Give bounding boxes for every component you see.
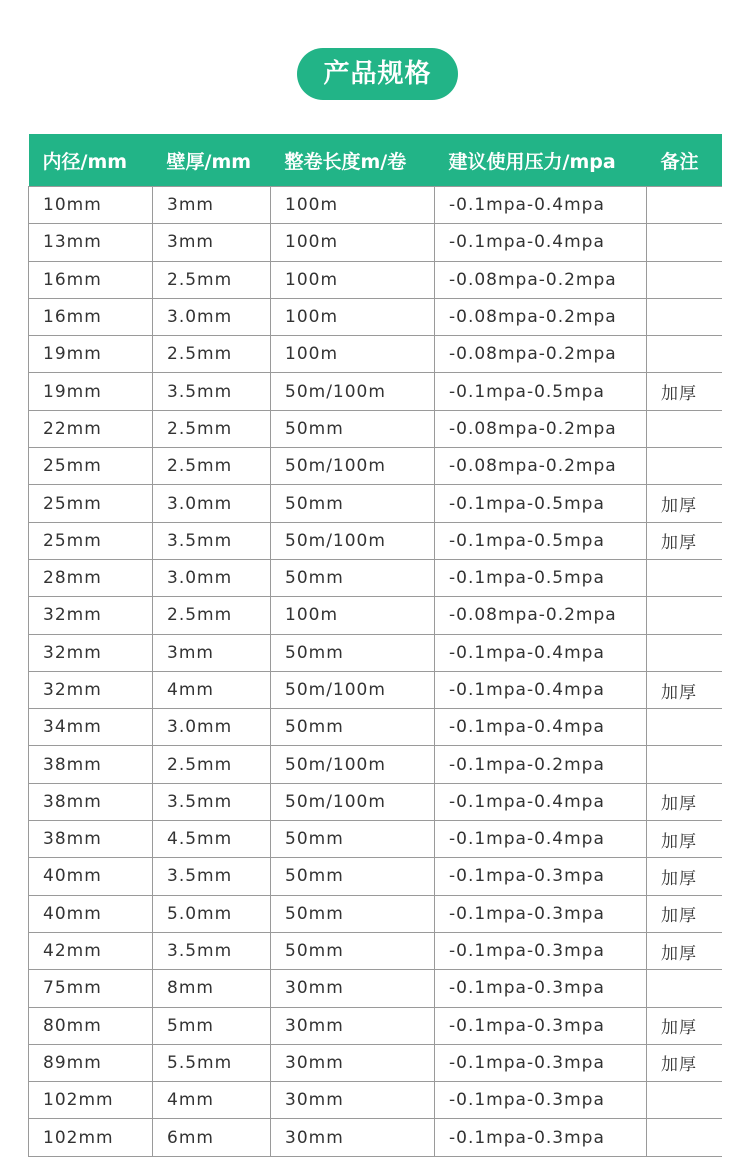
table-row	[29, 410, 723, 447]
cell-wall-thickness: 8mm	[153, 970, 271, 1007]
cell-remark	[647, 336, 723, 373]
cell-remark	[647, 224, 723, 261]
cell-inner-diameter: 32mm	[29, 634, 153, 671]
cell-pressure: -0.1mpa-0.5mpa	[435, 373, 647, 410]
cell-inner-diameter: 16mm	[29, 298, 153, 335]
table-row	[29, 1082, 723, 1119]
cell-pressure: -0.1mpa-0.4mpa	[435, 224, 647, 261]
table-row	[29, 1044, 723, 1081]
cell-inner-diameter: 25mm	[29, 485, 153, 522]
cell-pressure: -0.1mpa-0.4mpa	[435, 821, 647, 858]
cell-remark: 加厚	[647, 783, 723, 820]
cell-inner-diameter: 40mm	[29, 895, 153, 932]
cell-roll-length: 30mm	[271, 1044, 435, 1081]
cell-roll-length: 50m/100m	[271, 522, 435, 559]
cell-pressure: -0.1mpa-0.3mpa	[435, 932, 647, 969]
cell-wall-thickness: 2.5mm	[153, 597, 271, 634]
cell-remark: 加厚	[647, 932, 723, 969]
title-section	[0, 48, 755, 100]
cell-inner-diameter: 38mm	[29, 821, 153, 858]
table-row	[29, 1007, 723, 1044]
cell-remark	[647, 746, 723, 783]
cell-inner-diameter: 42mm	[29, 932, 153, 969]
cell-inner-diameter: 89mm	[29, 1044, 153, 1081]
cell-wall-thickness: 3.0mm	[153, 559, 271, 596]
table-header-row	[29, 134, 723, 187]
cell-remark: 加厚	[647, 1044, 723, 1081]
cell-wall-thickness: 2.5mm	[153, 336, 271, 373]
table-row	[29, 261, 723, 298]
spec-table	[28, 134, 722, 1157]
cell-remark	[647, 597, 723, 634]
table-row	[29, 932, 723, 969]
cell-pressure: -0.1mpa-0.4mpa	[435, 187, 647, 224]
cell-wall-thickness: 5mm	[153, 1007, 271, 1044]
cell-pressure: -0.1mpa-0.3mpa	[435, 1007, 647, 1044]
cell-inner-diameter: 38mm	[29, 783, 153, 820]
cell-inner-diameter: 28mm	[29, 559, 153, 596]
cell-pressure: -0.1mpa-0.2mpa	[435, 746, 647, 783]
cell-wall-thickness: 3mm	[153, 187, 271, 224]
cell-pressure: -0.08mpa-0.2mpa	[435, 448, 647, 485]
cell-remark: 加厚	[647, 373, 723, 410]
table-row	[29, 634, 723, 671]
table-row	[29, 671, 723, 708]
header-wall-thickness: 壁厚/mm	[153, 134, 271, 187]
header-remark: 备注	[647, 134, 723, 187]
cell-wall-thickness: 3mm	[153, 634, 271, 671]
cell-inner-diameter: 25mm	[29, 522, 153, 559]
cell-roll-length: 50mm	[271, 559, 435, 596]
cell-roll-length: 100m	[271, 187, 435, 224]
table-row	[29, 1119, 723, 1156]
cell-wall-thickness: 3.0mm	[153, 709, 271, 746]
table-row	[29, 298, 723, 335]
cell-wall-thickness: 3.5mm	[153, 373, 271, 410]
cell-wall-thickness: 3.5mm	[153, 858, 271, 895]
cell-inner-diameter: 80mm	[29, 1007, 153, 1044]
cell-pressure: -0.1mpa-0.3mpa	[435, 895, 647, 932]
cell-remark: 加厚	[647, 821, 723, 858]
cell-pressure: -0.08mpa-0.2mpa	[435, 298, 647, 335]
cell-pressure: -0.1mpa-0.5mpa	[435, 559, 647, 596]
cell-roll-length: 50m/100m	[271, 746, 435, 783]
cell-roll-length: 100m	[271, 298, 435, 335]
page-title: 产品规格	[297, 48, 457, 100]
cell-roll-length: 30mm	[271, 1119, 435, 1156]
cell-wall-thickness: 3.5mm	[153, 522, 271, 559]
cell-wall-thickness: 3.5mm	[153, 932, 271, 969]
cell-wall-thickness: 3.0mm	[153, 298, 271, 335]
cell-pressure: -0.08mpa-0.2mpa	[435, 336, 647, 373]
cell-roll-length: 100m	[271, 261, 435, 298]
table-row	[29, 746, 723, 783]
cell-pressure: -0.1mpa-0.3mpa	[435, 1082, 647, 1119]
cell-inner-diameter: 19mm	[29, 336, 153, 373]
cell-wall-thickness: 2.5mm	[153, 261, 271, 298]
cell-inner-diameter: 19mm	[29, 373, 153, 410]
cell-roll-length: 50mm	[271, 485, 435, 522]
cell-roll-length: 50mm	[271, 410, 435, 447]
cell-pressure: -0.1mpa-0.5mpa	[435, 522, 647, 559]
cell-roll-length: 100m	[271, 336, 435, 373]
cell-remark: 加厚	[647, 485, 723, 522]
table-row	[29, 597, 723, 634]
table-row	[29, 821, 723, 858]
table-row	[29, 336, 723, 373]
cell-remark	[647, 559, 723, 596]
cell-remark: 加厚	[647, 671, 723, 708]
table-row	[29, 187, 723, 224]
cell-pressure: -0.1mpa-0.4mpa	[435, 634, 647, 671]
cell-roll-length: 50m/100m	[271, 373, 435, 410]
cell-inner-diameter: 40mm	[29, 858, 153, 895]
cell-wall-thickness: 2.5mm	[153, 746, 271, 783]
cell-remark	[647, 410, 723, 447]
cell-inner-diameter: 38mm	[29, 746, 153, 783]
table-row	[29, 522, 723, 559]
cell-pressure: -0.1mpa-0.4mpa	[435, 709, 647, 746]
header-inner-diameter: 内径/mm	[29, 134, 153, 187]
cell-roll-length: 50m/100m	[271, 783, 435, 820]
table-row	[29, 858, 723, 895]
cell-remark	[647, 448, 723, 485]
table-row	[29, 970, 723, 1007]
cell-inner-diameter: 32mm	[29, 597, 153, 634]
cell-remark: 加厚	[647, 895, 723, 932]
cell-roll-length: 100m	[271, 597, 435, 634]
cell-roll-length: 100m	[271, 224, 435, 261]
table-row	[29, 373, 723, 410]
cell-remark	[647, 187, 723, 224]
table-row	[29, 895, 723, 932]
cell-inner-diameter: 75mm	[29, 970, 153, 1007]
cell-roll-length: 50mm	[271, 821, 435, 858]
cell-remark	[647, 1119, 723, 1156]
cell-wall-thickness: 6mm	[153, 1119, 271, 1156]
cell-roll-length: 50m/100m	[271, 671, 435, 708]
cell-inner-diameter: 10mm	[29, 187, 153, 224]
header-roll-length: 整卷长度m/卷	[271, 134, 435, 187]
cell-inner-diameter: 34mm	[29, 709, 153, 746]
cell-wall-thickness: 4mm	[153, 671, 271, 708]
cell-inner-diameter: 25mm	[29, 448, 153, 485]
cell-remark: 加厚	[647, 858, 723, 895]
cell-roll-length: 30mm	[271, 970, 435, 1007]
header-pressure: 建议使用压力/mpa	[435, 134, 647, 187]
cell-pressure: -0.08mpa-0.2mpa	[435, 261, 647, 298]
cell-pressure: -0.1mpa-0.3mpa	[435, 970, 647, 1007]
table-row	[29, 448, 723, 485]
cell-roll-length: 50mm	[271, 932, 435, 969]
cell-roll-length: 30mm	[271, 1007, 435, 1044]
cell-roll-length: 50mm	[271, 895, 435, 932]
cell-inner-diameter: 102mm	[29, 1119, 153, 1156]
table-body	[29, 187, 723, 1157]
cell-roll-length: 50mm	[271, 709, 435, 746]
cell-remark	[647, 1082, 723, 1119]
cell-pressure: -0.1mpa-0.3mpa	[435, 1044, 647, 1081]
cell-wall-thickness: 4.5mm	[153, 821, 271, 858]
cell-wall-thickness: 5.5mm	[153, 1044, 271, 1081]
cell-inner-diameter: 13mm	[29, 224, 153, 261]
cell-remark	[647, 298, 723, 335]
table-row	[29, 709, 723, 746]
cell-wall-thickness: 3.0mm	[153, 485, 271, 522]
cell-wall-thickness: 3mm	[153, 224, 271, 261]
cell-roll-length: 50m/100m	[271, 448, 435, 485]
cell-pressure: -0.1mpa-0.3mpa	[435, 1119, 647, 1156]
cell-wall-thickness: 3.5mm	[153, 783, 271, 820]
cell-remark	[647, 970, 723, 1007]
cell-inner-diameter: 16mm	[29, 261, 153, 298]
cell-remark	[647, 634, 723, 671]
spec-table-wrapper	[28, 134, 722, 1168]
cell-roll-length: 50mm	[271, 858, 435, 895]
cell-remark: 加厚	[647, 522, 723, 559]
cell-remark	[647, 261, 723, 298]
cell-pressure: -0.1mpa-0.5mpa	[435, 485, 647, 522]
cell-remark	[647, 709, 723, 746]
cell-pressure: -0.1mpa-0.3mpa	[435, 858, 647, 895]
cell-wall-thickness: 5.0mm	[153, 895, 271, 932]
cell-roll-length: 30mm	[271, 1082, 435, 1119]
cell-roll-length: 50mm	[271, 634, 435, 671]
cell-wall-thickness: 2.5mm	[153, 410, 271, 447]
cell-pressure: -0.08mpa-0.2mpa	[435, 597, 647, 634]
cell-pressure: -0.08mpa-0.2mpa	[435, 410, 647, 447]
cell-inner-diameter: 102mm	[29, 1082, 153, 1119]
cell-wall-thickness: 2.5mm	[153, 448, 271, 485]
table-row	[29, 224, 723, 261]
cell-inner-diameter: 22mm	[29, 410, 153, 447]
table-row	[29, 485, 723, 522]
cell-wall-thickness: 4mm	[153, 1082, 271, 1119]
table-row	[29, 559, 723, 596]
cell-inner-diameter: 32mm	[29, 671, 153, 708]
cell-remark: 加厚	[647, 1007, 723, 1044]
table-row	[29, 783, 723, 820]
cell-pressure: -0.1mpa-0.4mpa	[435, 671, 647, 708]
cell-pressure: -0.1mpa-0.4mpa	[435, 783, 647, 820]
